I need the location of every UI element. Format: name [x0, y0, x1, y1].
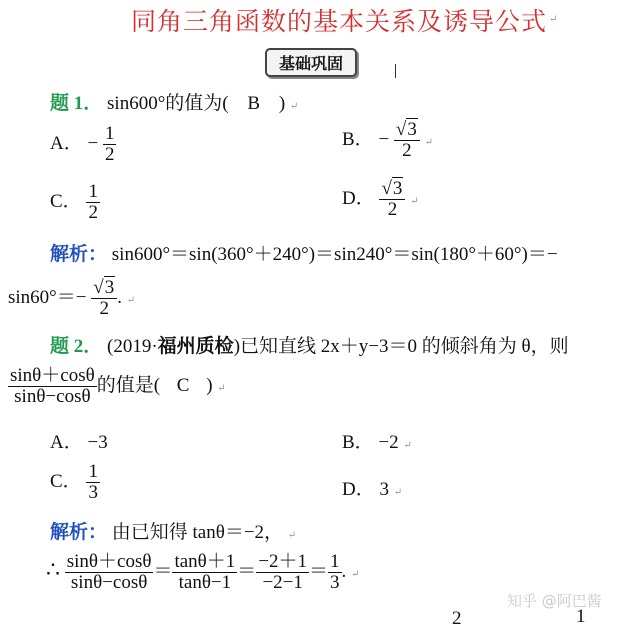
period: . — [117, 286, 122, 308]
fraction — [86, 182, 100, 223]
paragraph-mark: ↵ — [351, 568, 360, 580]
fraction-numerator: −2＋1 — [258, 551, 308, 572]
question-2-label: 题 2． — [50, 336, 103, 357]
sqrt — [381, 179, 403, 199]
question-2-stem-line-2 — [8, 366, 226, 407]
q2-solution-equation — [46, 552, 359, 593]
option-letter: D． — [342, 187, 375, 209]
paragraph-mark: ↵ — [287, 530, 297, 541]
sqrt — [396, 120, 418, 140]
q1-solution-line-2 — [8, 278, 135, 319]
paragraph-mark: ↵ — [549, 14, 558, 25]
fraction-denominator: sinθ−cosθ — [14, 385, 91, 407]
fraction — [103, 124, 117, 165]
option-letter: B． — [342, 128, 374, 150]
q1-option-c — [50, 182, 100, 223]
option-letter: C． — [50, 190, 82, 212]
option-value: 3 — [379, 479, 389, 500]
question-1-answer: B — [247, 93, 261, 114]
equals-sign: ＝ — [153, 560, 173, 582]
fraction-denominator: 2 — [387, 198, 398, 220]
fraction-numerator: sinθ＋cosθ — [10, 365, 95, 386]
paragraph-mark: ↵ — [217, 382, 226, 394]
question-2-close: ) — [206, 374, 213, 396]
period: . — [341, 560, 347, 582]
q2-option-d — [342, 474, 402, 501]
question-2-stem — [50, 331, 569, 358]
solution-label: 解析： — [50, 522, 108, 543]
option-sign: − — [378, 128, 390, 150]
cutoff-fragment: 2 — [452, 608, 462, 629]
radicand: 3 — [407, 119, 417, 140]
fraction-numerator: tanθ＋1 — [174, 551, 236, 572]
fraction — [8, 366, 97, 407]
question-1-stem — [50, 88, 298, 115]
fraction-denominator: 3 — [88, 481, 98, 503]
q1-option-d — [342, 179, 419, 220]
fraction-denominator: 2 — [99, 297, 109, 319]
question-1-label: 题 1． — [50, 93, 103, 114]
option-letter: A． — [50, 432, 83, 453]
paragraph-mark: ↵ — [410, 195, 419, 207]
cutoff-fragment: 1 — [576, 606, 586, 627]
fraction — [379, 179, 405, 220]
paragraph-mark: ↵ — [289, 101, 299, 112]
fraction — [172, 552, 237, 593]
question-1-close: ) — [278, 93, 286, 114]
fraction-denominator: −2−1 — [262, 571, 303, 593]
solution-text: sin600°＝sin(360°＋240°)＝sin240°＝sin(180°＋60°)＝− — [111, 244, 558, 265]
fraction-denominator: 2 — [402, 139, 412, 161]
fraction-numerator — [394, 120, 420, 141]
solution-label: 解析： — [50, 244, 108, 265]
option-letter: A． — [50, 132, 83, 154]
fraction-denominator: 2 — [88, 201, 98, 223]
question-2-answer: C — [176, 374, 190, 396]
fraction-numerator: sinθ＋cosθ — [66, 551, 152, 572]
paragraph-mark: ↵ — [126, 294, 136, 306]
fraction-denominator: sinθ−cosθ — [70, 571, 148, 593]
fraction — [256, 552, 309, 593]
equals-sign: ＝ — [309, 560, 329, 582]
section-badge: 基础巩固 — [265, 48, 357, 77]
fraction-denominator: tanθ−1 — [178, 571, 232, 593]
fraction-numerator — [91, 278, 117, 299]
fraction — [394, 120, 420, 161]
fraction-numerator: 1 — [88, 181, 98, 202]
option-value: −2 — [378, 432, 399, 453]
radical-sign: √ — [93, 277, 104, 298]
q1-option-b — [342, 120, 433, 161]
radicand: 3 — [104, 277, 115, 298]
fraction-numerator: 1 — [330, 551, 340, 572]
question-2-text: )已知直线 2x＋y−3＝0 的倾斜角为 θ，则 — [233, 336, 569, 357]
text-cursor-mark — [395, 64, 396, 78]
option-sign: − — [87, 132, 99, 154]
radicand: 3 — [392, 178, 403, 199]
paragraph-mark: ↵ — [403, 440, 412, 451]
fraction — [65, 552, 154, 593]
source-name: 福州质检 — [157, 336, 234, 357]
option-value: −3 — [87, 432, 108, 453]
option-letter: C． — [50, 470, 82, 492]
radical-sign: √ — [395, 119, 407, 140]
equals-sign: ＝ — [237, 560, 257, 582]
solution-text: 由已知得 tanθ＝−2， — [111, 522, 284, 543]
fraction-numerator: 1 — [104, 123, 115, 144]
option-letter: B． — [342, 432, 374, 453]
q1-solution-line-1 — [50, 239, 558, 266]
fraction — [91, 278, 117, 319]
paragraph-mark: ↵ — [393, 487, 403, 498]
radical-sign: √ — [381, 178, 392, 199]
fraction-numerator: 1 — [88, 461, 98, 482]
question-2-text: 的值是( — [96, 374, 161, 396]
source-prefix: (2019· — [107, 336, 158, 357]
page-title: 同角三角函数的基本关系及诱导公式 — [131, 9, 548, 36]
q2-solution-line-1 — [50, 517, 296, 544]
fraction — [328, 552, 342, 593]
solution-text: sin60°＝− — [8, 286, 87, 308]
q2-option-c — [50, 462, 100, 503]
fraction-denominator: 2 — [104, 143, 115, 165]
q2-option-a — [50, 427, 108, 454]
q2-option-b — [342, 427, 412, 454]
fraction-numerator — [379, 179, 405, 200]
sqrt — [93, 278, 115, 298]
watermark: 知乎 @阿巴酱 — [507, 592, 602, 610]
question-1-text: sin600°的值为( — [107, 93, 229, 114]
option-letter: D． — [342, 479, 375, 500]
therefore-symbol: ∴ — [46, 556, 60, 582]
fraction — [86, 462, 100, 503]
fraction-denominator: 3 — [330, 571, 340, 593]
paragraph-mark: ↵ — [424, 136, 433, 148]
q1-option-a — [50, 124, 116, 165]
